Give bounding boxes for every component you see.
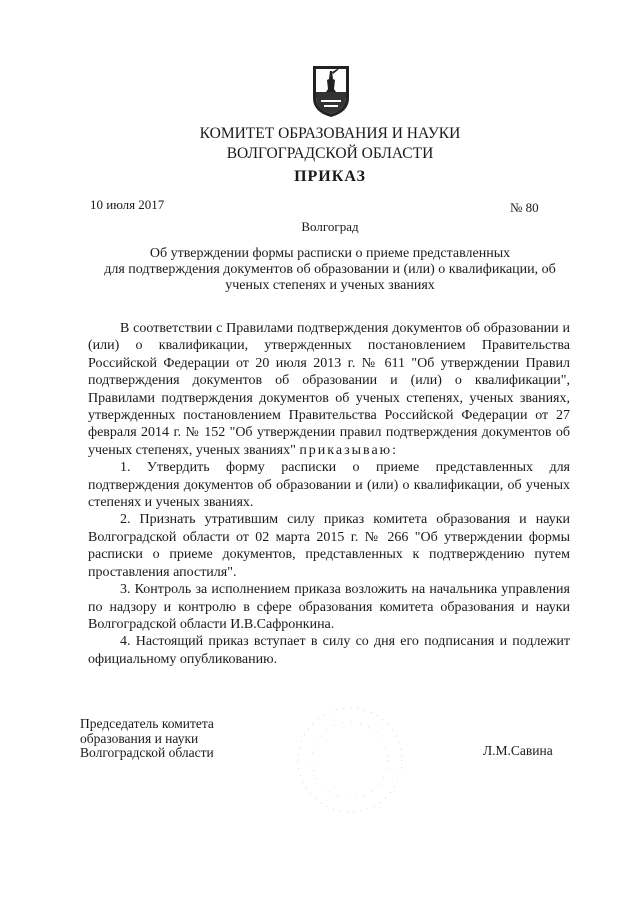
order-date: 10 июля 2017 bbox=[90, 197, 165, 212]
subject-line2: для подтверждения документов об образовании и (или) о квалификации, об bbox=[104, 262, 556, 277]
item-2: 2. Признать утратившим силу приказ комитета образования и науки Волгоградской области от 02 марта 2015 г. № 266 "Об утверждении формы расписки о приеме документов, представленных к подтверждению путем проставления апостиля". bbox=[88, 512, 570, 580]
order-city: Волгоград bbox=[301, 219, 359, 234]
committee-name-line2: ВОЛГОГРАДСКОЙ ОБЛАСТИ bbox=[226, 145, 434, 162]
committee-name-line1: КОМИТЕТ ОБРАЗОВАНИЯ И НАУКИ bbox=[199, 125, 461, 142]
order-number: № 80 bbox=[510, 200, 539, 215]
signatory-position bbox=[80, 717, 214, 761]
committee-name bbox=[180, 124, 480, 164]
order-body bbox=[88, 320, 570, 668]
item-3: 3. Контроль за исполнением приказа возложить на начальника управления по надзору и контролю в сфере образования комитета образования и науки Волгоградской области И.В.Сафронкина. bbox=[88, 582, 570, 632]
subject-line1: Об утверждении формы расписки о приеме представленных bbox=[149, 246, 511, 261]
position-line2: образования и науки bbox=[80, 730, 199, 746]
document-title: ПРИКАЗ bbox=[294, 168, 366, 185]
preamble-paragraph bbox=[88, 320, 570, 459]
faint-stamp-impression bbox=[290, 700, 410, 820]
subject-line3: ученых степенях и ученых званиях bbox=[225, 278, 435, 293]
item-1: 1. Утвердить форму расписки о приеме представленных для подтверждения документов об образовании и (или) о квалификации, об ученых степенях и ученых званиях. bbox=[88, 460, 570, 511]
item-4: 4. Настоящий приказ вступает в силу со дня его подписания и подлежит официальному опубликованию. bbox=[88, 634, 570, 667]
position-line3: Волгоградской области bbox=[80, 745, 214, 760]
signatory-name: Л.М.Савина bbox=[483, 743, 553, 758]
volgograd-coat-of-arms-icon bbox=[311, 62, 351, 118]
order-word: приказываю: bbox=[299, 442, 399, 458]
order-subject bbox=[80, 246, 580, 294]
position-line1: Председатель комитета bbox=[80, 716, 214, 731]
preamble-text: В соответствии с Правилами подтверждения документов об образовании и (или) о квалификации, утвержденных постановлением Правительства Российской Федерации от 20 июля 2013 г. № 611 "Об утверждении Правил подтверждения документов об образовании и (или) о квалификации", Правилами подтверждения документов об ученых степенях, ученых званиях, утвержденных постановлением Правительства Российской Федерации от 27 февраля 2014 г. № 152 "Об утверждении правил подтверждения документов об ученых степенях, ученых званиях" bbox=[88, 321, 570, 458]
